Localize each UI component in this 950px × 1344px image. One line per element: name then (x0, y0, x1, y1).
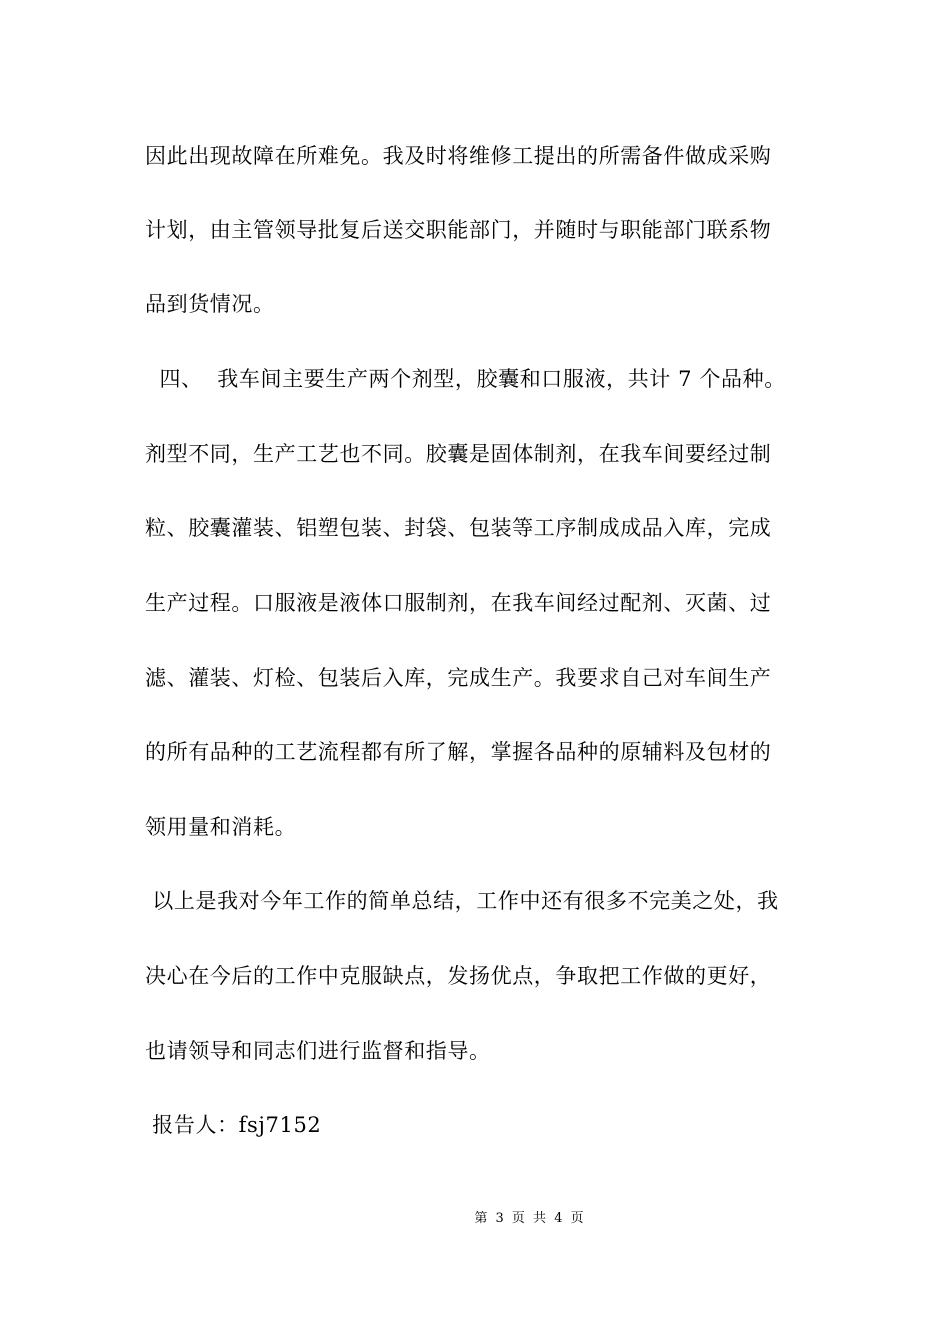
text-line: 计划，由主管领导批复后送交职能部门，并随时与职能部门联系物 (145, 218, 772, 242)
text-line: 生产过程。口服液是液体口服制剂，在我车间经过配剂、灭菌、过 (145, 591, 772, 615)
text-line: 粒、胶囊灌装、铝塑包装、封袋、包装等工序制成成品入库，完成 (145, 516, 772, 540)
text-line: 四、 我车间主要生产两个剂型，胶囊和口服液，共计 7 个品种。 (145, 367, 786, 391)
reporter-line: 报告人：fsj7152 (145, 1113, 322, 1137)
text-line: 剂型不同，生产工艺也不同。胶囊是固体制剂，在我车间要经过制 (145, 442, 772, 466)
text-line: 品到货情况。 (145, 292, 275, 316)
text-line: 因此出现故障在所难免。我及时将维修工提出的所需备件做成采购 (145, 144, 772, 168)
text-line: 领用量和消耗。 (145, 815, 297, 839)
page-footer: 第 3 页 共 4 页 (474, 1211, 586, 1226)
text-line: 决心在今后的工作中克服缺点，发扬优点，争取把工作做的更好， (145, 964, 772, 988)
text-line: 以上是我对今年工作的简单总结，工作中还有很多不完美之处，我 (145, 889, 779, 913)
text-line: 的所有品种的工艺流程都有所了解，掌握各品种的原辅料及包材的 (145, 740, 772, 764)
text-line: 也请领导和同志们进行监督和指导。 (145, 1039, 491, 1063)
text-line: 滤、灌装、灯检、包装后入库，完成生产。我要求自己对车间生产 (145, 666, 772, 690)
